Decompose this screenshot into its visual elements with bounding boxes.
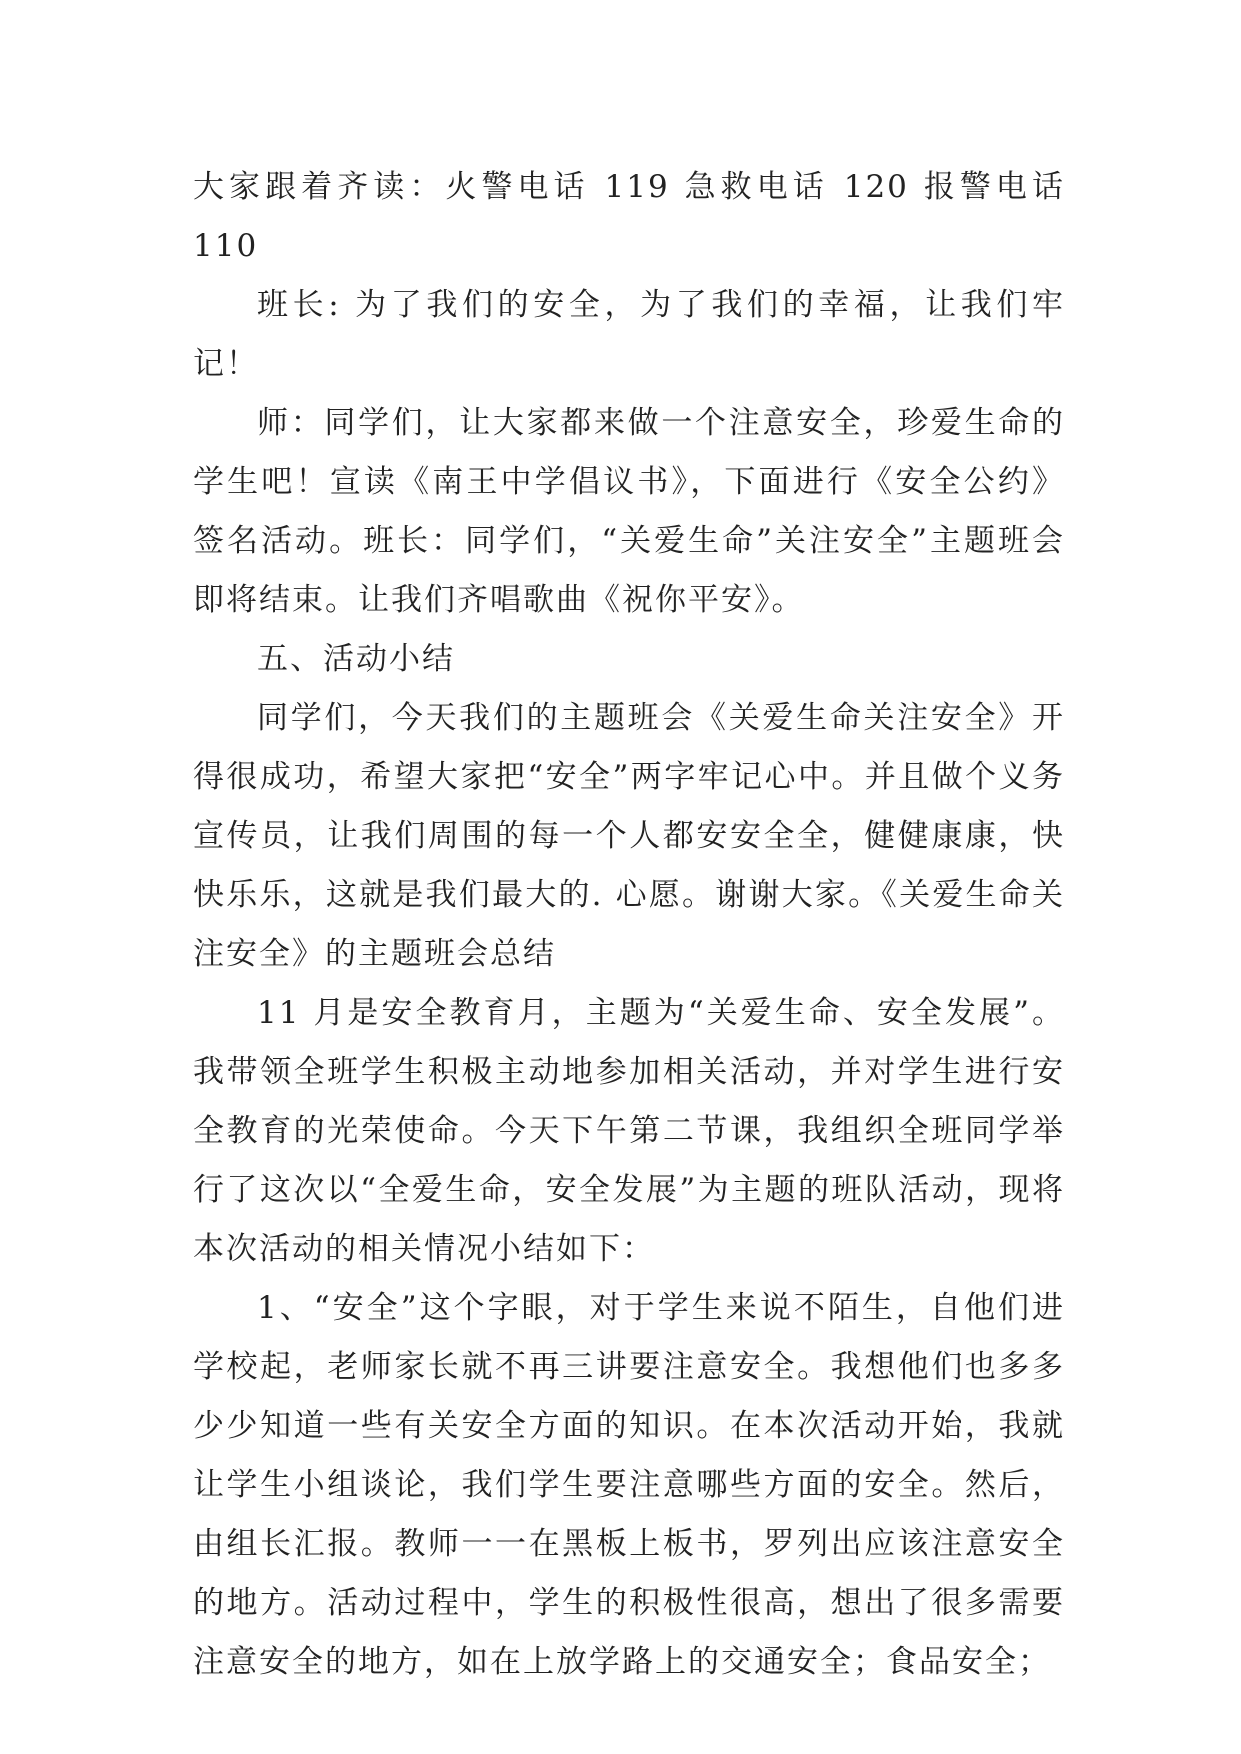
section-heading-activity-summary: 五、活动小结: [257, 641, 455, 677]
paragraph-monitor-remember: 班长: 为了我们的安全，为了我们的幸福，让我们牢记！: [193, 287, 1065, 382]
document-body: [193, 158, 1065, 1692]
paragraph-safety-month: 11 月是安全教育月，主题为“关爱生命、安全发展”。我带领全班学生积极主动地参加相关活动，并对学生进行安全教育的光荣使命。今天下午第二节课，我组织全班同学举行了这次以“全爱生命，安全发展”为主题的班队活动，现将本次活动的相关情况小结如下：: [193, 995, 1065, 1267]
paragraph-closing-remarks: 同学们，今天我们的主题班会《关爱生命关注安全》开得很成功，希望大家把“安全”两字牢记心中。并且做个义务宣传员，让我们周围的每一个人都安安全全，健健康康，快快乐乐，这就是我们最大的. 心愿。谢谢大家。《关爱生命关注安全》的主题班会总结: [193, 700, 1065, 972]
paragraph-teacher-proposal: 师：同学们，让大家都来做一个注意安全，珍爱生命的学生吧！宣读《南王中学倡议书》，下面进行《安全公约》签名活动。班长：同学们，“关爱生命”关注安全”主题班会即将结束。让我们齐唱歌曲《祝你平安》。: [193, 405, 1065, 618]
paragraph-emergency-numbers: 大家跟着齐读：火警电话 119 急救电话 120 报警电话 110: [193, 169, 1065, 264]
paragraph-point-one: 1、“安全”这个字眼，对于学生来说不陌生，自他们进学校起，老师家长就不再三讲要注意安全。我想他们也多多少少知道一些有关安全方面的知识。在本次活动开始，我就让学生小组谈论，我们学生要注意哪些方面的安全。然后，由组长汇报。教师一一在黑板上板书，罗列出应该注意安全的地方。活动过程中，学生的积极性很高，想出了很多需要注意安全的地方，如在上放学路上的交通安全；食品安全；: [193, 1290, 1065, 1680]
